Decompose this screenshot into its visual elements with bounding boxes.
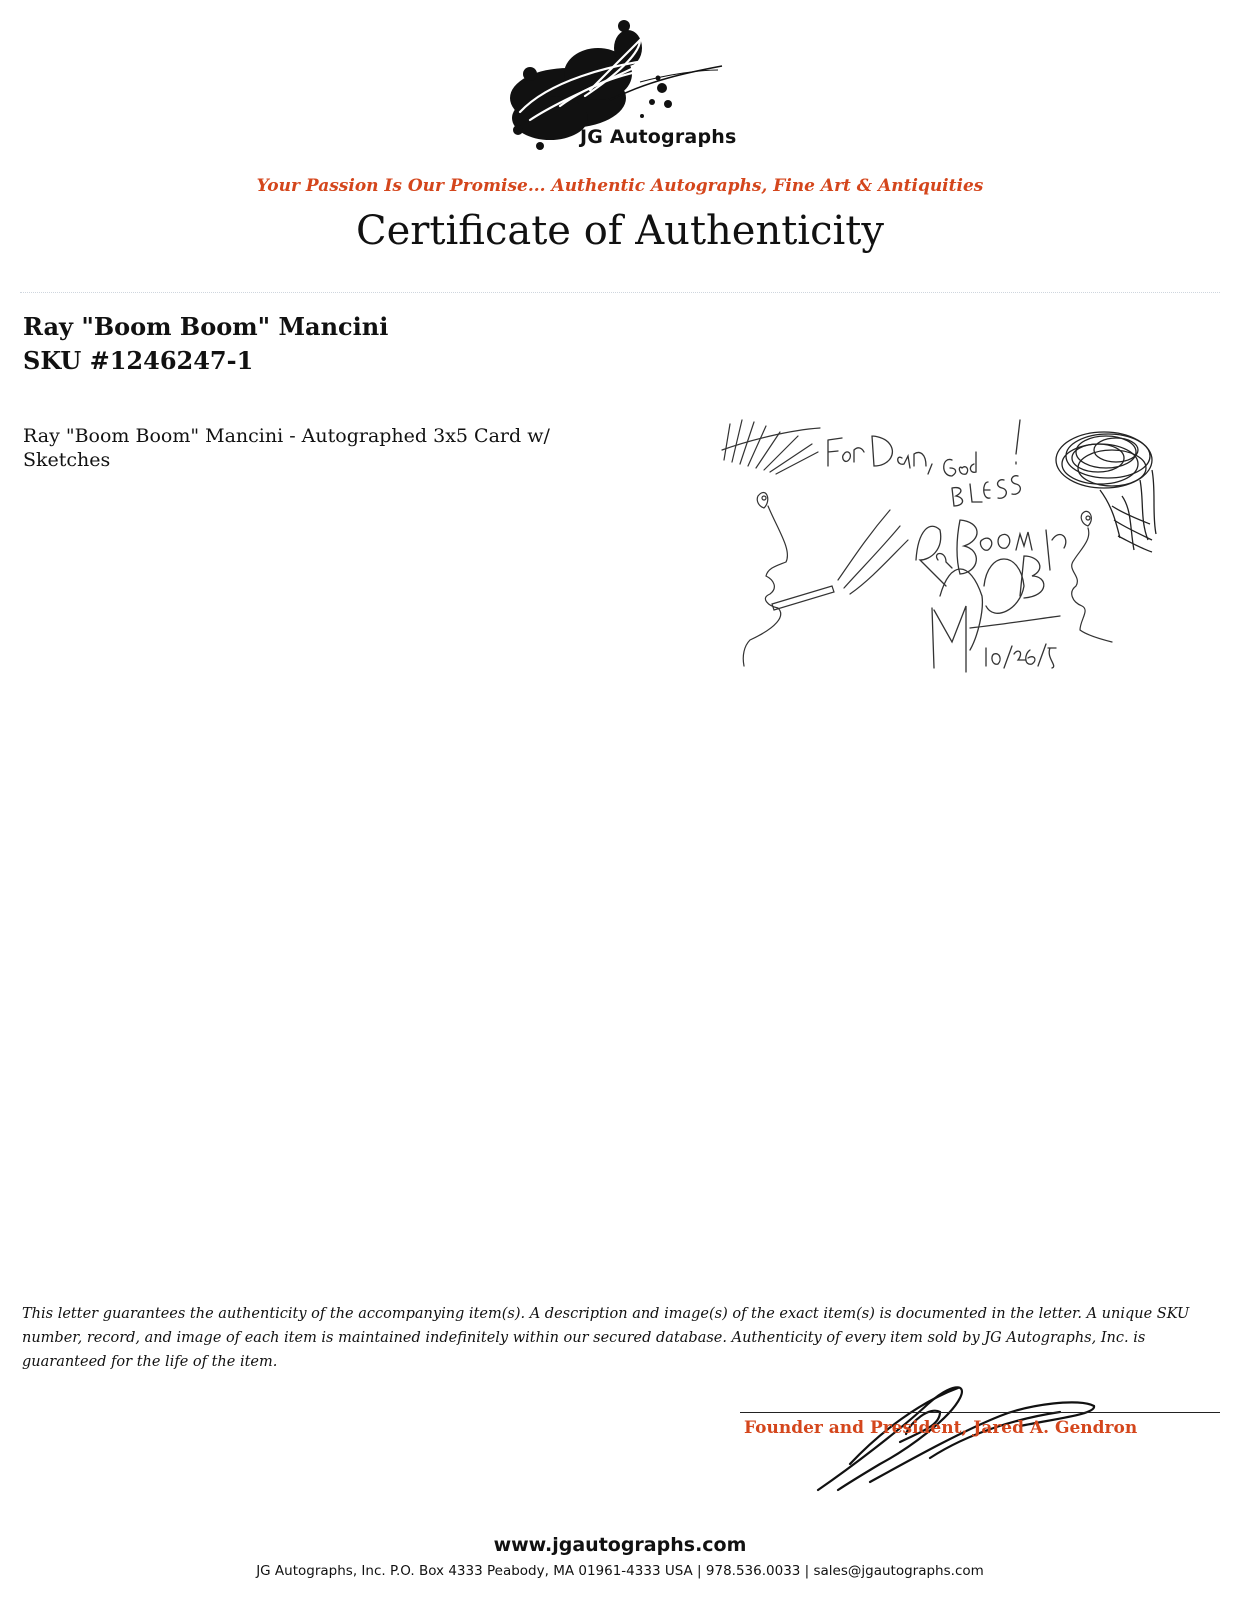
certificate-title: Certificate of Authenticity (356, 208, 884, 254)
item-description: Ray "Boom Boom" Mancini - Autographed 3x5 Card w/ Sketches (23, 425, 550, 471)
tagline: Your Passion Is Our Promise... Authentic Autographs, Fine Art & Antiquities (256, 176, 984, 196)
website-link[interactable]: www.jgautographs.com (493, 1534, 747, 1556)
header-divider (20, 292, 1220, 293)
guarantee-statement: This letter guarantees the authenticity of the accompanying item(s). A description and image(s) of the exact item(s) is documented in the letter. A unique SKU number, record, and image of each item is maintained indefinitely within our secured database. Authenticity of every item sold by JG Autographs, Inc. is guaranteed for the life of the item. (22, 1306, 1190, 1370)
brand-name: JG Autographs (580, 126, 737, 148)
item-name: Ray "Boom Boom" Mancini (23, 312, 389, 341)
signature-label: Founder and President, Jared A. Gendron (744, 1418, 1138, 1438)
company-address: JG Autographs, Inc. P.O. Box 4333 Peabody, MA 01961-4333 USA | 978.536.0033 | sales@jgautographs.com (256, 1563, 984, 1579)
item-photo-sketch-card (720, 410, 1180, 680)
item-sku: SKU #1246247-1 (23, 346, 254, 375)
signature-line (740, 1412, 1220, 1413)
